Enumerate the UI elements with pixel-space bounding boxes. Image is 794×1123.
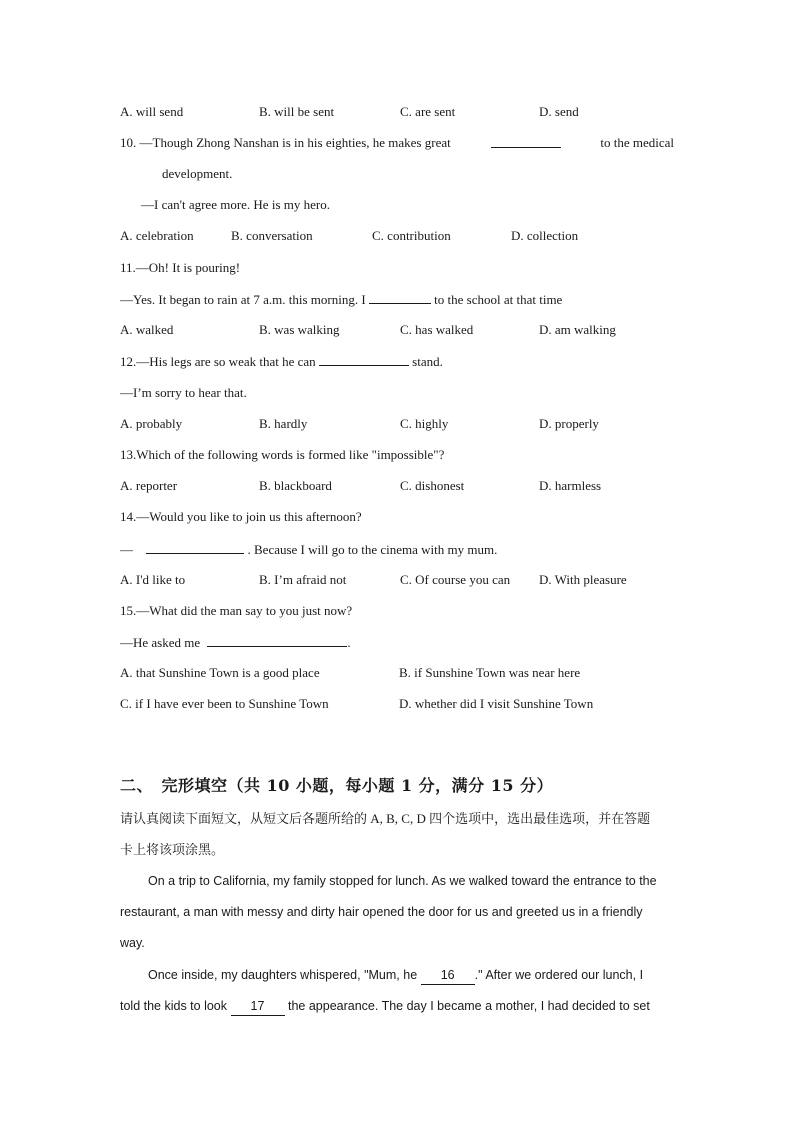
q12-stem-end: stand. <box>412 354 443 369</box>
q11-option-d[interactable]: D. am walking <box>539 322 616 337</box>
q11-reply <box>120 290 674 309</box>
q14-reply-end: . Because I will go to the cinema with my mum. <box>247 542 498 557</box>
q10-stem-cont: development. <box>162 166 233 181</box>
q12-reply: —I’m sorry to hear that. <box>120 385 247 400</box>
q12-option-b[interactable]: B. hardly <box>259 416 308 431</box>
q10-option-b[interactable]: B. conversation <box>231 228 313 243</box>
section-title: 二、 完形填空（共 10 小题，每小题 1 分，满分 15 分） <box>120 776 554 795</box>
q10-stem <box>120 134 674 152</box>
passage-p2-line2 <box>120 997 674 1016</box>
q14-option-a[interactable]: A. I'd like to <box>120 572 186 587</box>
q13-option-d[interactable]: D. harmless <box>539 478 602 493</box>
passage-p1-line2: restaurant, a man with messy and dirty hair opened the door for us and greeted us in a friendly <box>120 905 643 919</box>
q15-option-a[interactable]: A. that Sunshine Town is a good place <box>120 665 320 680</box>
section-instruction-line1: 请认真阅读下面短文，从短文后各题所给的 A, B, C, D 四个选项中，选出最佳选项，并在答题 <box>120 811 651 826</box>
q12-stem <box>120 352 674 371</box>
q10-blank <box>491 134 561 148</box>
q11-option-b[interactable]: B. was walking <box>259 322 340 337</box>
section-instruction-line2: 卡上将该项涂黑。 <box>120 842 225 857</box>
q10-stem-start: 10. —Though Zhong Nanshan is in his eighties, he makes great <box>120 135 451 150</box>
q14-stem: 14.—Would you like to join us this afternoon? <box>120 509 362 524</box>
q15-blank <box>207 633 347 647</box>
blank-16[interactable]: 16 <box>421 966 475 985</box>
q9-option-c[interactable]: C. are sent <box>400 104 456 119</box>
q14-option-b[interactable]: B. I’m afraid not <box>259 572 347 587</box>
q10-option-d[interactable]: D. collection <box>511 228 579 243</box>
q15-reply-start: —He asked me <box>120 635 201 650</box>
q15-option-d[interactable]: D. whether did I visit Sunshine Town <box>399 696 594 711</box>
q9-option-b[interactable]: B. will be sent <box>259 104 335 119</box>
q15-reply-end: . <box>347 635 351 650</box>
q9-option-d[interactable]: D. send <box>539 104 579 119</box>
q15-reply <box>120 633 674 652</box>
q14-reply <box>120 540 674 559</box>
q11-option-a[interactable]: A. walked <box>120 322 174 337</box>
passage-p2-line1-end: ." After we ordered our lunch, I <box>474 968 644 982</box>
q12-blank <box>319 352 409 366</box>
passage-p1-line3: way. <box>120 936 145 950</box>
q10-reply: —I can't agree more. He is my hero. <box>141 197 330 212</box>
q15-option-c[interactable]: C. if I have ever been to Sunshine Town <box>120 696 329 711</box>
q14-reply-dash: — <box>120 542 133 557</box>
q11-reply-end: to the school at that time <box>434 292 563 307</box>
q14-option-c[interactable]: C. Of course you can <box>400 572 511 587</box>
q15-stem: 15.—What did the man say to you just now? <box>120 603 353 618</box>
q10-stem-end: to the medical <box>600 135 674 150</box>
q13-option-b[interactable]: B. blackboard <box>259 478 332 493</box>
q13-stem: 13.Which of the following words is formed like "impossible"? <box>120 447 445 462</box>
q12-option-d[interactable]: D. properly <box>539 416 599 431</box>
q11-stem: 11.—Oh! It is pouring! <box>120 260 241 275</box>
q13-option-a[interactable]: A. reporter <box>120 478 178 493</box>
q10-option-c[interactable]: C. contribution <box>372 228 451 243</box>
q12-stem-start: 12.—His legs are so weak that he can <box>120 354 316 369</box>
q14-blank <box>146 540 244 554</box>
q12-option-a[interactable]: A. probably <box>120 416 183 431</box>
blank-17[interactable]: 17 <box>231 997 285 1016</box>
passage-p1-line1: On a trip to California, my family stopped for lunch. As we walked toward the entrance to the <box>148 874 657 888</box>
q14-option-d[interactable]: D. With pleasure <box>539 572 627 587</box>
q13-option-c[interactable]: C. dishonest <box>400 478 465 493</box>
passage-p2-line2-end: the appearance. The day I became a mother, I had decided to set <box>287 999 650 1013</box>
q11-reply-start: —Yes. It began to rain at 7 a.m. this morning. I <box>120 292 366 307</box>
passage-p2-line2-start: told the kids to look <box>120 999 228 1013</box>
passage-p2-line1-start: Once inside, my daughters whispered, "Mum, he <box>148 968 418 982</box>
q12-option-c[interactable]: C. highly <box>400 416 449 431</box>
q9-option-a[interactable]: A. will send <box>120 104 184 119</box>
passage-p2-line1 <box>148 966 674 985</box>
q11-option-c[interactable]: C. has walked <box>400 322 474 337</box>
q11-blank <box>369 290 431 304</box>
q15-option-b[interactable]: B. if Sunshine Town was near here <box>399 665 581 680</box>
q10-option-a[interactable]: A. celebration <box>120 228 194 243</box>
